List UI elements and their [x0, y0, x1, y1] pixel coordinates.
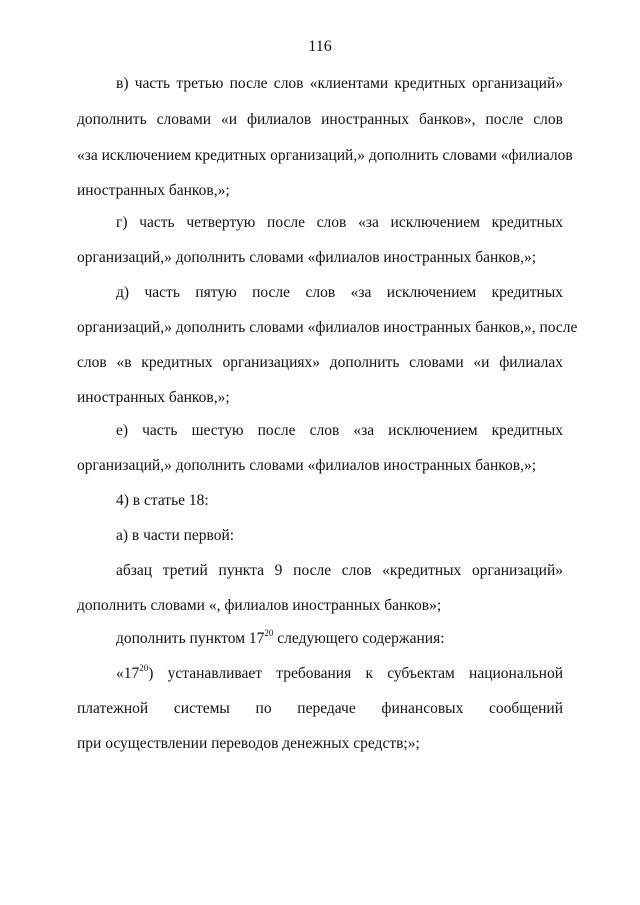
text-line: организаций,» дополнить словами «филиалов иностранных банков,»;: [77, 249, 537, 266]
text-line: дополнить словами «и филиалов иностранных банков», после слов: [77, 111, 563, 128]
text-line: 4) в статье 18:: [116, 492, 209, 509]
text-line: платежной системы по передаче финансовых сообщений: [77, 700, 563, 717]
item-intro-suffix: следующего содержания:: [273, 630, 445, 647]
text-line: дополнить словами «, филиалов иностранных банков»;: [77, 597, 442, 614]
text-line: г) часть четвертую после слов «за исключением кредитных: [116, 214, 563, 231]
text-line-item-quote: [116, 664, 563, 684]
text-line: «за исключением кредитных организаций,» дополнить словами «филиалов: [77, 147, 573, 164]
text-line: в) часть третью после слов «клиентами кредитных организаций»: [116, 75, 563, 92]
text-line: а) в части первой:: [116, 527, 235, 544]
item-quote-open: «17: [116, 665, 140, 682]
text-line: организаций,» дополнить словами «филиалов иностранных банков,»;: [77, 457, 537, 474]
item-intro-prefix: дополнить пунктом 17: [116, 630, 265, 647]
page-number: 116: [308, 38, 332, 55]
text-line: при осуществлении переводов денежных средств;»;: [77, 735, 420, 752]
item-quote-rest: ) устанавливает требования к субъектам национальной: [148, 665, 563, 682]
text-line: слов «в кредитных организациях» дополнить словами «и филиалах: [77, 354, 563, 371]
item-intro-superscript: 20: [264, 627, 274, 638]
text-line: абзац третий пункта 9 после слов «кредитных организаций»: [116, 562, 563, 579]
text-line: е) часть шестую после слов «за исключением кредитных: [116, 422, 563, 439]
text-line: иностранных банков,»;: [77, 389, 230, 406]
text-line-item-intro: [116, 629, 563, 649]
text-line: д) часть пятую после слов «за исключением кредитных: [116, 284, 563, 301]
item-quote-superscript: 20: [139, 662, 149, 673]
text-line: организаций,» дополнить словами «филиалов иностранных банков,», после: [77, 319, 578, 336]
text-line: иностранных банков,»;: [77, 182, 230, 199]
